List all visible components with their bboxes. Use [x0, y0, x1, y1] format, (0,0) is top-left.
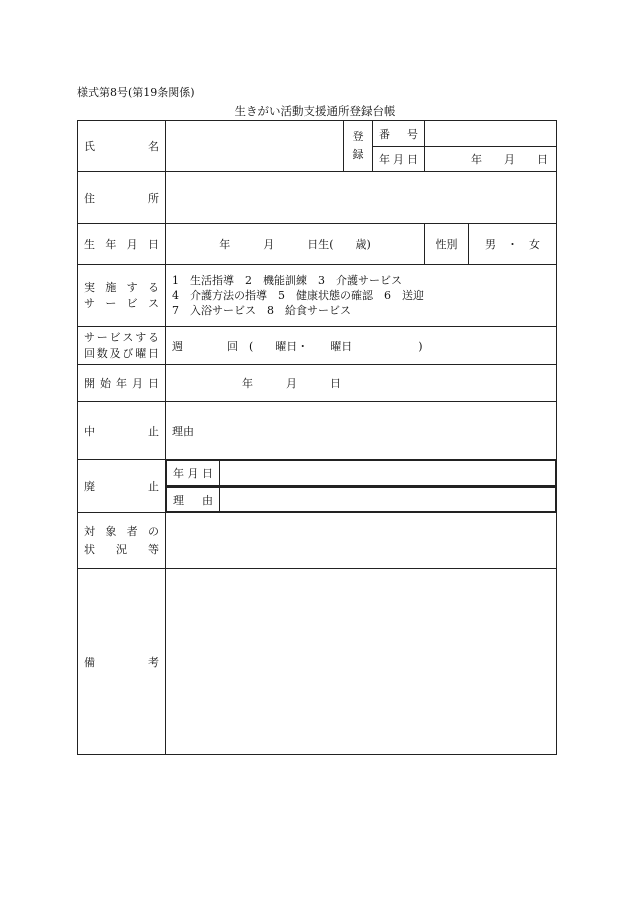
form-number: 様式第8号(第19条関係)	[77, 86, 195, 99]
services-line-3: 7 入浴サービス 8 給食サービス	[172, 304, 351, 317]
registration-date-field[interactable]: 年 月 日	[425, 147, 557, 172]
name-label: 氏 名	[78, 121, 166, 172]
address-label: 住 所	[78, 172, 166, 224]
birthdate-field[interactable]: 年 月 日生( 歳)	[166, 224, 425, 265]
registration-number-label: 番 号	[373, 121, 425, 147]
frequency-label-line2: 回数及び曜日	[84, 346, 159, 360]
frequency-label-line1: サービスする	[84, 330, 159, 344]
abolition-reason-label: 理 由	[167, 488, 220, 512]
services-label	[78, 265, 166, 327]
suspension-label: 中 止	[78, 402, 166, 460]
suspension-field[interactable]	[166, 402, 557, 460]
subject-status-label-line2: 状況等	[84, 542, 159, 556]
services-label-line1: 実施する	[84, 280, 159, 294]
name-field[interactable]	[166, 121, 344, 172]
frequency-field[interactable]: 週 回 ( 曜日・ 曜日 )	[166, 327, 557, 365]
subject-status-field[interactable]	[166, 513, 557, 569]
form-title: 生きがい活動支援通所登録台帳	[234, 104, 396, 118]
remarks-field[interactable]	[166, 569, 557, 755]
services-list	[166, 265, 557, 327]
birthdate-label: 生年月日	[78, 224, 166, 265]
abolition-label: 廃 止	[78, 460, 166, 513]
abolition-date-label: 年月日	[167, 461, 220, 486]
services-label-line2: サービス	[84, 296, 159, 310]
abolition-reason-row	[166, 487, 557, 513]
start-date-field[interactable]: 年 月 日	[166, 365, 557, 402]
registration-ledger-table	[77, 120, 557, 755]
address-field[interactable]	[166, 172, 557, 224]
subject-status-label-line1: 対象者の	[84, 524, 159, 538]
frequency-label	[78, 327, 166, 365]
abolition-date-row	[166, 460, 557, 487]
gender-field[interactable]: 男 ・ 女	[469, 224, 557, 265]
abolition-reason-field[interactable]	[220, 488, 556, 512]
abolition-date-field[interactable]	[220, 461, 556, 486]
suspension-reason-label: 理由	[172, 424, 194, 438]
services-line-2: 4 介護方法の指導 5 健康状態の確認 6 送迎	[172, 289, 424, 302]
gender-label: 性別	[425, 224, 469, 265]
registration-label: 登 録	[344, 121, 373, 172]
services-line-1: 1 生活指導 2 機能訓練 3 介護サービス	[172, 274, 402, 287]
subject-status-label	[78, 513, 166, 569]
start-date-label: 開始年月日	[78, 365, 166, 402]
registration-number-field[interactable]	[425, 121, 557, 147]
remarks-label: 備 考	[78, 569, 166, 755]
registration-date-label: 年月日	[373, 147, 425, 172]
